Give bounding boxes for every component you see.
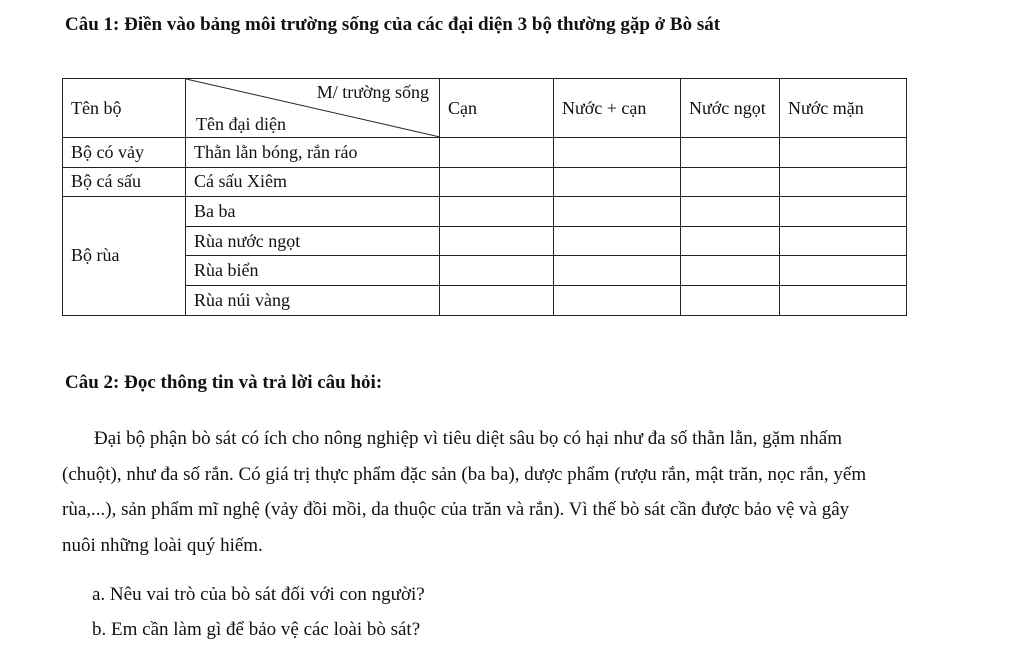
question-2-heading: Câu 2: Đọc thông tin và trả lời câu hỏi:	[65, 372, 383, 393]
table-row	[63, 167, 907, 197]
table-row	[63, 256, 907, 286]
answer-cell[interactable]	[440, 226, 554, 256]
answer-cell[interactable]	[440, 285, 554, 315]
species-name: Rùa núi vàng	[186, 285, 440, 315]
answer-cell[interactable]	[681, 197, 780, 227]
answer-cell[interactable]	[681, 226, 780, 256]
species-name: Rùa biển	[186, 256, 440, 286]
header-habitat-land: Cạn	[440, 79, 554, 138]
answer-cell[interactable]	[780, 197, 907, 227]
answer-cell[interactable]	[681, 138, 780, 168]
header-habitat-freshwater: Nước ngọt	[681, 79, 780, 138]
answer-cell[interactable]	[440, 197, 554, 227]
question-2a: a. Nêu vai trò của bò sát đối với con người?	[92, 584, 425, 605]
answer-cell[interactable]	[681, 285, 780, 315]
table-header-row	[63, 79, 907, 138]
answer-cell[interactable]	[780, 285, 907, 315]
answer-cell[interactable]	[554, 197, 681, 227]
order-name: Bộ cá sấu	[63, 167, 186, 197]
answer-cell[interactable]	[440, 167, 554, 197]
reading-paragraph: Đại bộ phận bò sát có ích cho nông nghiệp vì tiêu diệt sâu bọ có hại như đa số thằn lằn, gặm nhấm (chuột), như đa số rắn. Có giá trị thực phẩm đặc sản (ba ba), dược phẩm (rượu rắn, mật trăn, nọc rắn, yếm rùa,...), sản phẩm mĩ nghệ (vảy đồi mồi, da thuộc của trăn và rắn). Vì thế bò sát cần được bảo vệ và gây nuôi những loài quý hiếm.	[62, 428, 867, 556]
species-name: Cá sấu Xiêm	[186, 167, 440, 197]
species-name: Thằn lằn bóng, rắn ráo	[186, 138, 440, 168]
question-2b: b. Em cần làm gì để bảo vệ các loài bò sát?	[92, 619, 421, 640]
answer-cell[interactable]	[554, 256, 681, 286]
answer-cell[interactable]	[440, 256, 554, 286]
table-row	[63, 285, 907, 315]
answer-cell[interactable]	[681, 167, 780, 197]
table-row	[63, 138, 907, 168]
habitat-table	[62, 78, 907, 316]
species-name: Ba ba	[186, 197, 440, 227]
header-representative-label: Tên đại diện	[196, 114, 286, 134]
answer-cell[interactable]	[554, 285, 681, 315]
table-row	[63, 197, 907, 227]
question-1-heading: Câu 1: Điền vào bảng môi trường sống của các đại diện 3 bộ thường gặp ở Bò sát	[65, 14, 721, 35]
answer-cell[interactable]	[554, 138, 681, 168]
answer-cell[interactable]	[554, 226, 681, 256]
answer-cell[interactable]	[780, 167, 907, 197]
table-row	[63, 226, 907, 256]
answer-cell[interactable]	[554, 167, 681, 197]
answer-cell[interactable]	[780, 256, 907, 286]
header-habitat-water-land: Nước + cạn	[554, 79, 681, 138]
order-name: Bộ rùa	[63, 197, 186, 315]
header-habitat-label: M/ trường sống	[316, 82, 429, 102]
header-order-name: Tên bộ	[63, 79, 186, 138]
order-name: Bộ có vảy	[63, 138, 186, 168]
answer-cell[interactable]	[780, 226, 907, 256]
header-diagonal-cell	[186, 79, 440, 138]
species-name: Rùa nước ngọt	[186, 226, 440, 256]
answer-cell[interactable]	[681, 256, 780, 286]
answer-cell[interactable]	[780, 138, 907, 168]
answer-cell[interactable]	[440, 138, 554, 168]
header-habitat-saltwater: Nước mặn	[780, 79, 907, 138]
